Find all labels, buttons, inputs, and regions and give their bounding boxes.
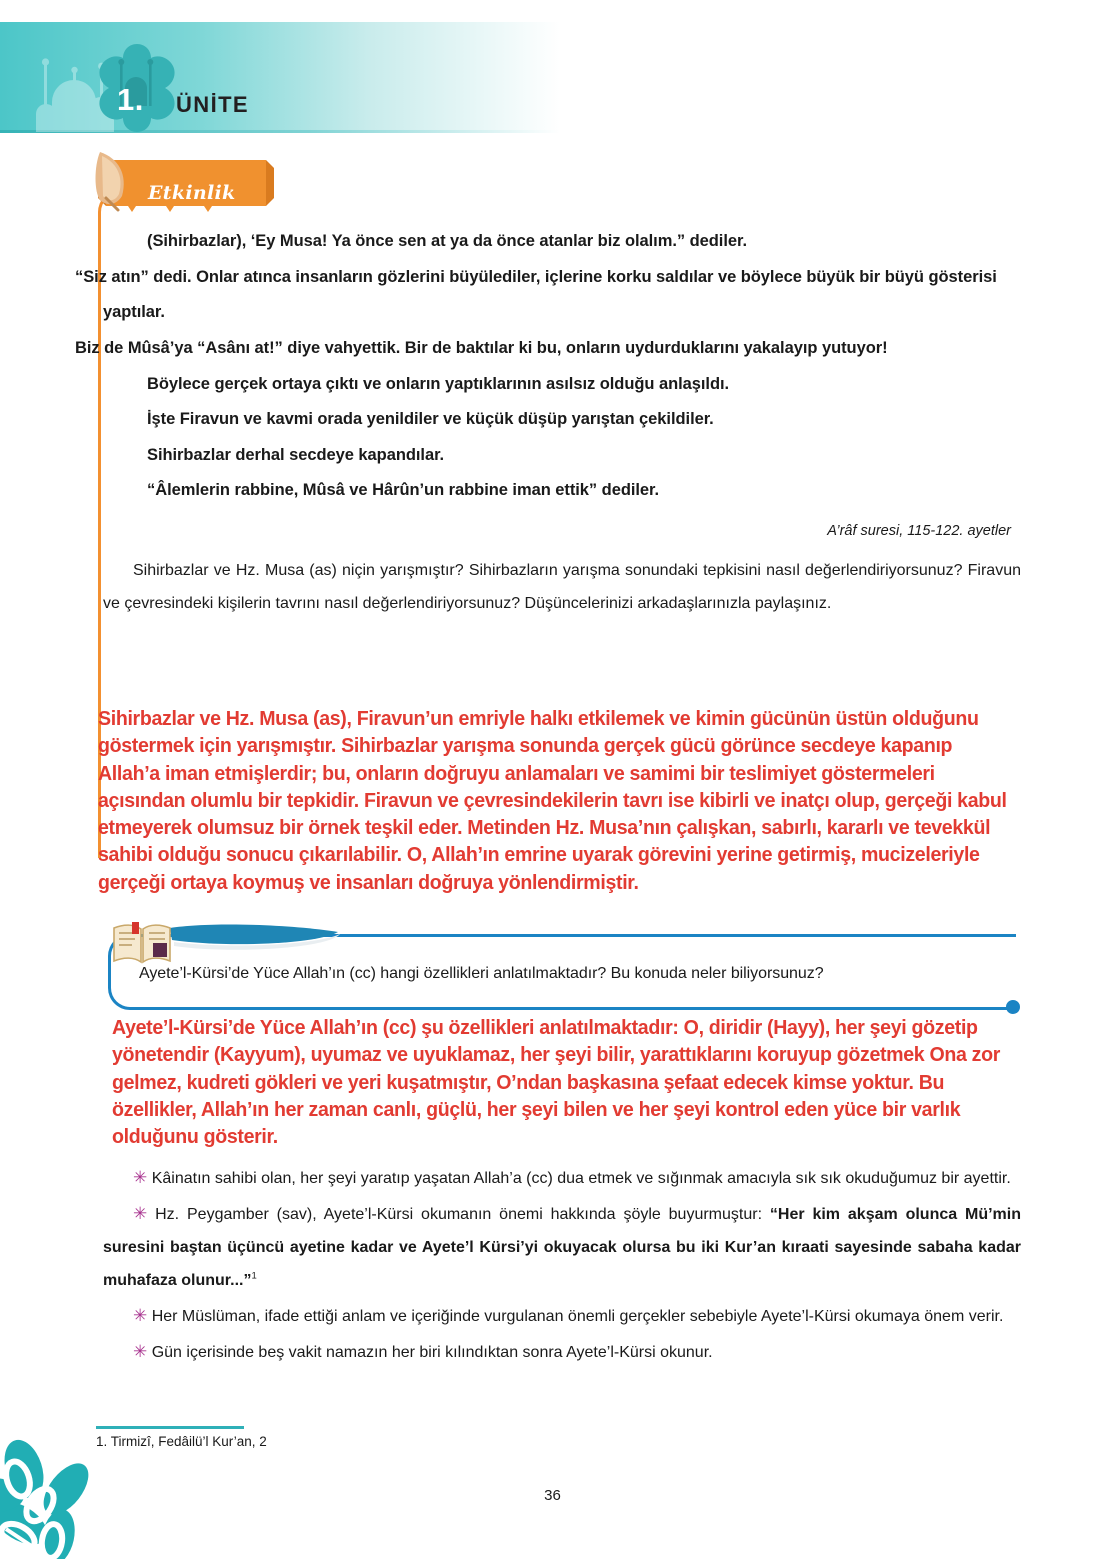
quote-paragraph: Sihirbazlar derhal secdeye kapandılar. — [147, 445, 445, 464]
list-item — [103, 1298, 1021, 1334]
student-answer-two: Ayete’l-Kürsi’de Yüce Allah’ın (cc) şu özellikleri anlatılmaktadır: O, diridir (Hayy), her şeyi gözetip yönetendir (Kayyum), uyumaz ve uyuklamaz, her şeyi bilir, yarattıklarını koruyup gözetmek Ona zor gelmez, kudreti gökleri ve yeri kuşatmıştır, O’ndan başkasına şefaat edecek kimse yoktur. Bu özellikler, Allah’ın her zaman canlı, güçlü, her şeyi bilen ve her şeyi kontrol eden yüce bir varlık olduğunu gösterir. — [112, 1016, 1001, 1148]
discussion-prompt: Sihirbazlar ve Hz. Musa (as) niçin yarışmıştır? Sihirbazların yarışma sonundaki tepkisini nasıl değerlendiriyorsunuz? Firavun ve çevresindeki kişilerin tavrını nasıl değerlendiriyorsunuz? Düşüncelerinizi arkadaşlarınızla paylaşınız. — [103, 562, 1021, 612]
list-item — [103, 1160, 1021, 1196]
student-answer-one: Sihirbazlar ve Hz. Musa (as), Firavun’un emriyle halkı etkilemek ve kimin gücünün üstün olduğunu göstermek için yarışmıştır. Sihirbazlar yarışma sonunda gerçek gücü görünce secdeye kapanıp Allah’a iman etmişlerdir; bu, onların doğruyu anlamaları ve samimi bir teslimiyet göstermeleri açısından olumlu bir tepkidir. Firavun ve çevresindekilerin tavrı ise kibirli ve inatçı olup, gerçeği kabul etmeyerek olumsuz bir örnek teşkil eder. Metinden Hz. Musa’nın çalışkan, sabırlı, kararlı ve tevekkül sahibi olduğu sonucu çıkarılabilir. O, Allah’ın emrine uyarak görevini yerine getirmiş, mucizeleriyle gerçeği ortaya koymuş ve insanları doğruya yönlendirmiştir. — [98, 707, 1007, 894]
footnote-rule — [96, 1426, 244, 1429]
activity-ribbon-label: Etkinlik — [148, 182, 236, 204]
list-item-text: Gün içerisinde beş vakit namazın her biri kılındıktan sonra Ayete’l-Kürsi okunur. — [151, 1343, 713, 1361]
asterisk-icon: ✳ — [133, 1203, 148, 1223]
bullet-list — [103, 1160, 1021, 1370]
footnote-ref: 1 — [251, 1270, 257, 1282]
unit-word-label: ÜNİTE — [176, 92, 249, 117]
question-bubble-endcap — [1006, 1000, 1020, 1014]
open-book-icon — [112, 920, 172, 966]
blue-brush-swoosh-icon — [168, 922, 344, 954]
asterisk-icon: ✳ — [133, 1168, 148, 1187]
quote-paragraph: İşte Firavun ve kavmi orada yenildiler ve küçük düşüp yarıştan çekildiler. — [147, 410, 714, 429]
quote-source: A’râf suresi, 115-122. ayetler — [827, 523, 1011, 539]
quote-paragraph: “Siz atın” dedi. Onlar atınca insanların gözlerini büyülediler, içlerine korku saldılar ve böylece büyük bir büyü gösterisi yaptılar. — [75, 267, 997, 322]
discussion-question: Ayete’l-Kürsi’de Yüce Allah’ın (cc) hangi özellikleri anlatılmaktadır? Bu konuda neler biliyorsunuz? — [139, 965, 824, 982]
list-item-text: Kâinatın sahibi olan, her şeyi yaratıp yaşatan Allah’a (cc) dua etmek ve sığınmak amacıyla sık sık okuduğumuz bir ayettir. — [151, 1170, 1011, 1187]
asterisk-icon: ✳ — [133, 1341, 148, 1361]
quote-paragraph: Biz de Mûsâ’ya “Asânı at!” diye vahyettik. Bir de baktılar ki bu, onların uydurduklarını yakalayıp yutuyor! — [75, 338, 888, 357]
footnote-text: 1. Tirmizî, Fedâilü’l Kur’an, 2 — [96, 1434, 267, 1449]
hadith-quote: “Her kim akşam olunca Mü’min suresini baştan üçüncü ayetine kadar ve Ayete’l Kürsi’yi okuyacak olursa bu iki Kur’an kıraati sayesinde sabaha kadar muhafaza olunur...” — [103, 1205, 1022, 1289]
quote-paragraph: Böylece gerçek ortaya çıktı ve onların yaptıklarının asılsız olduğu anlaşıldı. — [147, 374, 730, 393]
asterisk-icon: ✳ — [133, 1305, 148, 1325]
floral-corner-ornament-icon — [0, 1437, 124, 1559]
list-item — [103, 1196, 1021, 1298]
quote-block — [75, 224, 1021, 621]
list-item-text: Her Müslüman, ifade ettiği anlam ve içeriğinde vurgulanan önemli gerçekler sebebiyle Ayete’l-Kürsi okumaya önem verir. — [151, 1307, 1004, 1325]
list-item — [103, 1334, 1021, 1370]
quill-feather-icon — [92, 148, 140, 214]
list-item-text: Hz. Peygamber (sav), Ayete’l-Kürsi okumanın önemi hakkında şöyle buyurmuştur: — [155, 1205, 770, 1223]
unit-number: 1. — [117, 82, 144, 117]
quote-paragraph: (Sihirbazlar), ‘Ey Musa! Ya önce sen at ya da önce atanlar biz olalım.” dediler. — [147, 232, 747, 250]
quote-paragraph: “Âlemlerin rabbine, Mûsâ ve Hârûn’un rabbine iman ettik” dediler. — [147, 481, 660, 500]
page-number: 36 — [544, 1487, 561, 1504]
